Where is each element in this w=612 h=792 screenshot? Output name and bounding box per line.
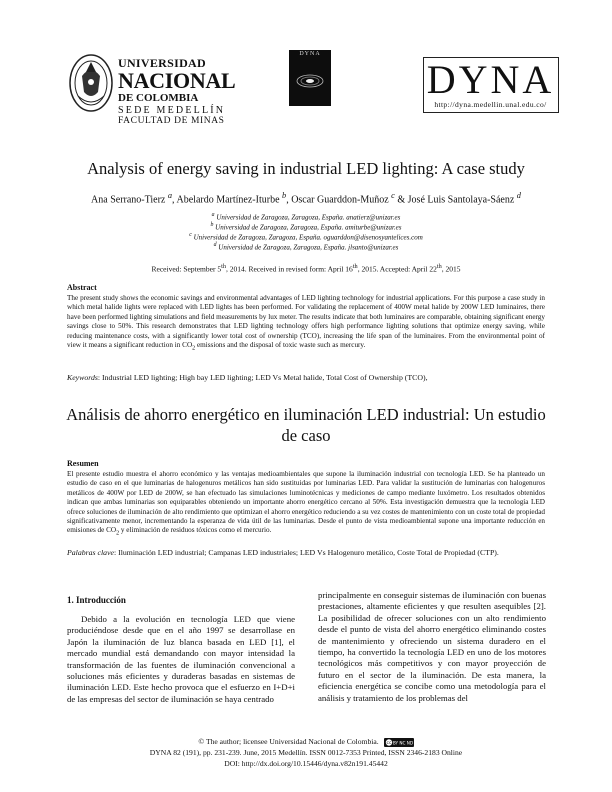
journal-logo-text: DYNA	[426, 57, 555, 102]
affiliation-line	[60, 222, 552, 231]
palabras-clave-label: Palabras clave	[67, 548, 114, 557]
author-name: José Luis Santolaya-Sáenz	[407, 194, 515, 206]
university-line-3: DE COLOMBIA	[118, 92, 199, 104]
author-superscript: d	[516, 191, 521, 200]
license-line	[90, 737, 522, 747]
received-dates: Received: September 5th, 2014. Received in revised form: April 16th, 2015. Accepted: April 22th, 2015	[151, 263, 461, 274]
affiliation-superscript: d	[213, 242, 217, 248]
university-line-1: UNIVERSIDAD	[118, 56, 206, 70]
doi-line[interactable]: DOI: http://dx.doi.org/10.15446/dyna.v82n191.45442	[224, 759, 388, 768]
journal-url[interactable]: http://dyna.medellin.unal.edu.co/	[434, 100, 547, 109]
body-column-left	[67, 614, 295, 705]
affiliation-superscript: c	[189, 232, 192, 238]
affiliation-line	[60, 232, 552, 241]
svg-text:cc: cc	[386, 740, 392, 746]
campus-name: SEDE MEDELLÍN	[118, 105, 226, 116]
journal-logo-box	[423, 57, 559, 113]
faculty-name: FACULTAD DE MINAS	[118, 116, 225, 126]
affiliation-superscript: b	[210, 222, 214, 228]
affiliation-text: Universidad de Zaragoza, Zaragoza, España. oguarddon@disenosyantelices.com	[193, 233, 423, 242]
creative-commons-icon	[384, 738, 414, 747]
license-text: © The author; licensee Universidad Nacional de Colombia.	[198, 737, 379, 746]
resumen-text: El presente estudio muestra el ahorro económico y las ventajas medioambientales que supone la iluminación industrial con tecnología LED. Se ha planteado un estudio de caso en el que luminarias de halogenuros metálicos han sido sustituidas por luminarias LED. Para validar la sustitución de luminarias con halogenuros metálicos de 400W por LED de 200W, se han efectuado las simulaciones luminotécnicas y mediciones de campo mediante luxómetro. Los resultados obtenidos indican que ambas luminarias son equiparables obteniendo un importante ahorro energético cercano al 50%. Esta investigación demuestra que la tecnología LED ofrece soluciones de iluminación de alto rendimiento que optimizan el ahorro energético reduciendo a su vez costes de mantenimiento con un coste total de propiedad significativamente menor, incrementando la esperanza de vida útil de las luminarias. Desde el punto de vista medioambiental supone una importante reducción en emisiones de $CO_2$ y eliminación de residuos tóxicos como el mercurio.	[67, 470, 545, 537]
affiliation-text: Universidad de Zaragoza, Zaragoza, España. amiturbe@unizar.es	[215, 223, 402, 232]
university-name-block	[118, 57, 235, 127]
introduction-heading: 1. Introducción	[67, 595, 126, 605]
keywords-text: : Industrial LED lighting; High bay LED lighting; LED Vs Metal halide, Total Cost of Ownership (TCO),	[97, 373, 428, 382]
body-paragraph: principalmente en conseguir sistemas de iluminación con buenas prestaciones, altamente eficientes y que resulten asequibles [2]. La posibilidad de ofrecer soluciones con un alto rendimiento desde el punto de vista del ahorro energético eliminando costes de mantenimiento y ofreciendo un sistema duradero en el tiempo, ha convertido la tecnología LED en uno de los motores tecnológicos más competitivos y con mayor proyección de futuro en el sector de la iluminación. De esta manera, la eficiencia energética se concibe como una metodología para el análisis y tratamiento de los problemas del	[318, 590, 546, 703]
palabras-clave-line	[67, 548, 545, 557]
author-ampersand: &	[394, 194, 408, 206]
affiliation-line	[60, 212, 552, 221]
keywords-line	[67, 373, 545, 382]
abstract-heading: Abstract	[67, 283, 97, 292]
resumen-heading: Resumen	[67, 459, 99, 468]
university-seal-logo	[68, 52, 114, 114]
keywords-label: Keywords	[67, 373, 98, 382]
author-superscript: b	[282, 191, 287, 200]
university-line-2: NACIONAL	[118, 68, 236, 93]
article-title-spanish: Análisis de ahorro energético en iluminación LED industrial: Un estudio de caso	[66, 405, 546, 445]
author-superscript: c	[391, 191, 395, 200]
body-paragraph: Debido a la evolución en tecnología LED que viene produciéndose desde que en el año 1997 se desarrollase en Japón la iluminación de luz blanca basada en LED [1], el mercado mundial está demandando con mayor intensidad la transformación de las fuentes de iluminación convencional a soluciones más eficientes y duraderas basadas en sistemas de iluminación LED. Este hecho provoca que el esfuerzo en I+D+i de las empresas del sector de iluminación se haya centrado	[67, 614, 295, 704]
author-separator: ,	[172, 194, 177, 206]
abstract-text: The present study shows the economic savings and environmental advantages of LED lighting technology for industrial applications. For this purpose a case study in which metal halide lights were replaced with LED lights has been performed. For validating the replacement of 400W metal halide by 200W LED luminaires, there have been performed lighting simulations and field measurements by lux meter. The results indicate that both luminaires are comparable, obtaining significant energy savings close to 50%. This research demonstrates that LED lighting technology offers high performance lighting solutions that optimize energy saving, while reducing maintenance costs, with a significantly lower total cost of ownership (TCO), increasing the life span of the luminaires. From the environmental point of view it means a significant reduction in $CO_2$ emissions and the disposal of toxic waste such as mercury.	[67, 294, 545, 352]
author-name: Ana Serrano-Tierz	[91, 194, 166, 206]
author-separator: ,	[286, 194, 292, 206]
citation-line: DYNA 82 (191), pp. 231-239. June, 2015 Medellín. ISSN 0012-7353 Printed, ISSN 2346-2183 Online	[149, 748, 463, 757]
affiliation-superscript: a	[211, 212, 215, 218]
affiliation-line	[60, 242, 552, 251]
cc-label: BY NC ND	[392, 740, 413, 746]
author-list	[30, 191, 582, 205]
journal-cover-thumbnail	[289, 50, 331, 106]
article-title-english: Analysis of energy saving in industrial LED lighting: A case study	[87, 159, 525, 178]
author-superscript: a	[167, 191, 173, 200]
body-column-right	[318, 590, 546, 704]
palabras-clave-text: : Iluminación LED industrial; Campanas LED industriales; LED Vs Halogenuro metálico, Coste Total de Propiedad (CTP).	[114, 548, 499, 557]
affiliation-text: Universidad de Zaragoza, Zaragoza, España. anatierz@unizar.es	[216, 213, 401, 222]
cover-title: DYNA	[299, 51, 321, 57]
affiliation-text: Universidad de Zaragoza, Zaragoza, España. jlsanto@unizar.es	[218, 243, 399, 252]
cover-swirl-image	[294, 63, 326, 95]
author-name: Oscar Guarddon-Muñoz	[291, 194, 389, 206]
author-name: Abelardo Martínez-Iturbe	[176, 194, 280, 206]
